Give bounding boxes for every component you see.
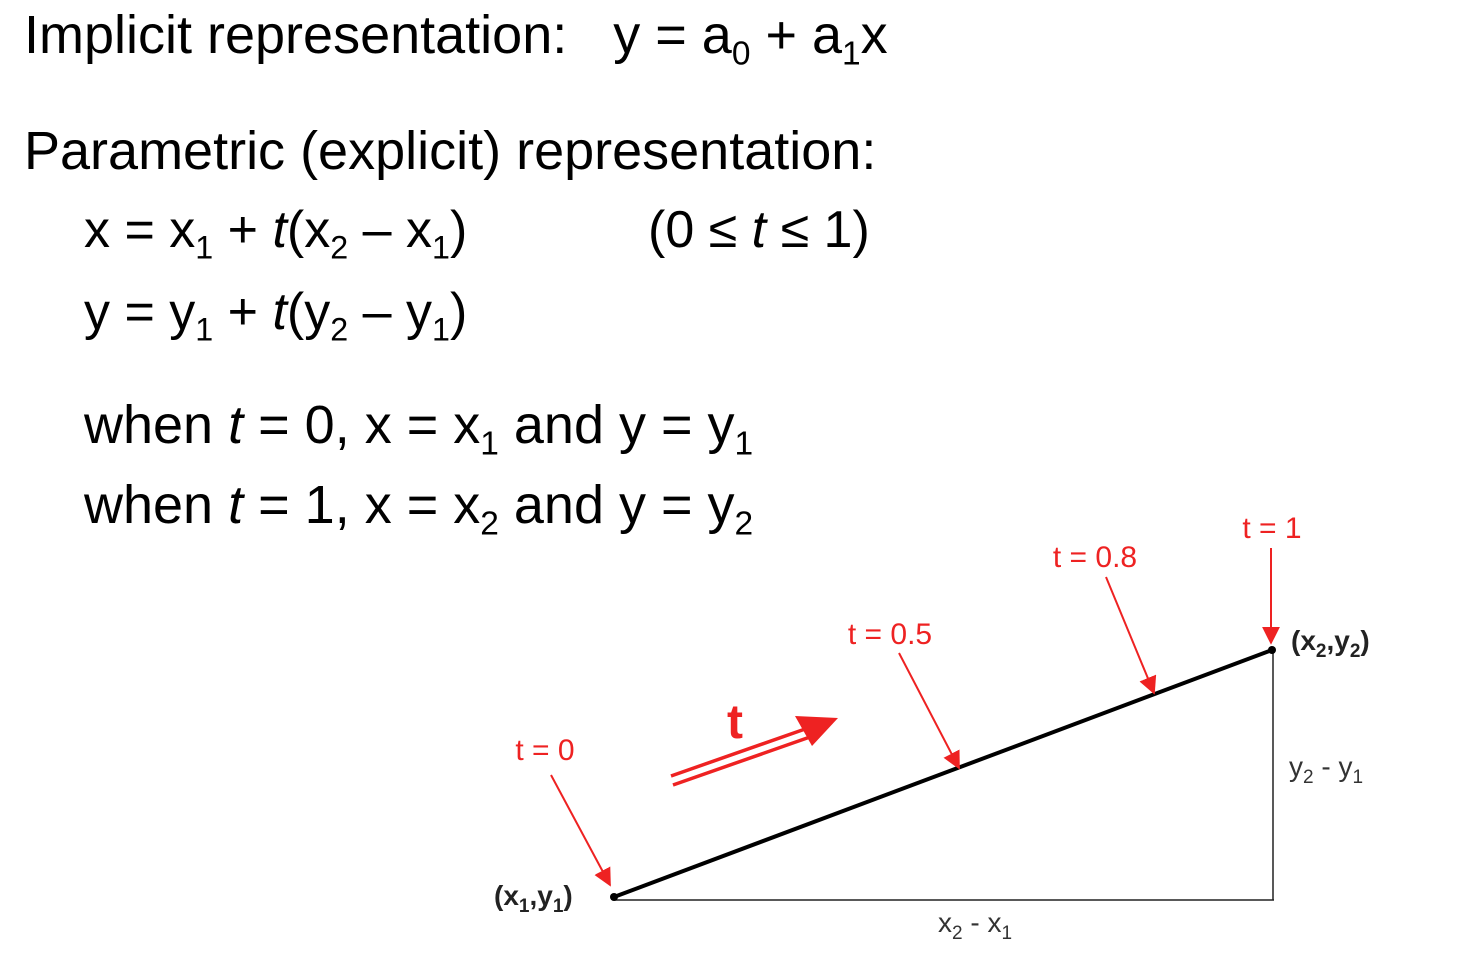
parametric-label: Parametric (explicit) representation: (24, 121, 877, 181)
implicit-eq-plus: + a (750, 5, 843, 65)
x-eq-sub: 1 (195, 229, 214, 266)
y-eq-t: t (272, 283, 287, 341)
x-eq-sub: 2 (330, 229, 349, 266)
x-eq-t: t (272, 201, 287, 259)
range-part: ≤ 1) (766, 201, 870, 259)
dy-label: $y_2 - y_1$ (1289, 751, 1364, 788)
y-eq-part: – y (348, 283, 433, 341)
point2-label: $(x_2,y_2)$ (1291, 625, 1370, 662)
t0-label: t = 0 (515, 734, 575, 767)
t1-label: t = 1 (1242, 512, 1302, 545)
implicit-label: Implicit representation: (24, 5, 568, 65)
cond-part: and y = y (498, 395, 735, 455)
implicit-eq-x: x (860, 5, 888, 65)
x-eq-part: x = x (84, 201, 196, 259)
cond-part: when (84, 395, 229, 455)
y-eq-part: (y (286, 283, 331, 341)
cond-sub: 2 (480, 505, 499, 543)
implicit-sub1: 1 (842, 35, 861, 73)
y-eq-part: + (213, 283, 273, 341)
line-segment (614, 650, 1272, 897)
x-eq-part: ) (449, 201, 468, 259)
cond-t: t (228, 475, 244, 535)
x-eq-part: (x (286, 201, 331, 259)
cond-t: t (228, 395, 244, 455)
cond-part: = 1, x = x (243, 475, 481, 535)
y-eq-part: y = y (84, 283, 196, 341)
endpoint-1 (610, 893, 618, 901)
t-direction-label: t (727, 696, 743, 749)
implicit-sub0: 0 (731, 35, 751, 73)
x-eq-part: + (213, 201, 273, 259)
direction-arrow-icon (671, 716, 838, 785)
t05-label: t = 0.5 (847, 618, 933, 651)
point1-label: $(x_1,y_1)$ (494, 880, 573, 917)
cond-sub: 2 (734, 505, 754, 543)
cond-part: = 0, x = x (243, 395, 481, 455)
cond-sub: 1 (480, 425, 499, 463)
cond-part: and y = y (498, 475, 735, 535)
t08-label: t = 0.8 (1052, 541, 1138, 574)
range-t: t (751, 201, 767, 259)
t0-pointer-arrow (551, 775, 610, 885)
y-eq-sub: 2 (330, 311, 349, 348)
cond-sub: 1 (734, 425, 754, 463)
y-eq-part: ) (449, 283, 468, 341)
t05-pointer-arrow (899, 653, 959, 768)
cond-part: when (84, 475, 229, 535)
implicit-eq-y: y = a (613, 5, 732, 65)
x-eq-part: – x (348, 201, 433, 259)
dx-label: $x_2 - x_1$ (938, 907, 1013, 944)
endpoint-2 (1268, 646, 1276, 654)
y-eq-sub: 1 (195, 311, 214, 348)
range-part: (0 ≤ (648, 201, 752, 259)
x-eq-sub: 1 (432, 229, 450, 266)
t08-pointer-arrow (1106, 577, 1154, 693)
y-eq-sub: 1 (432, 311, 450, 348)
